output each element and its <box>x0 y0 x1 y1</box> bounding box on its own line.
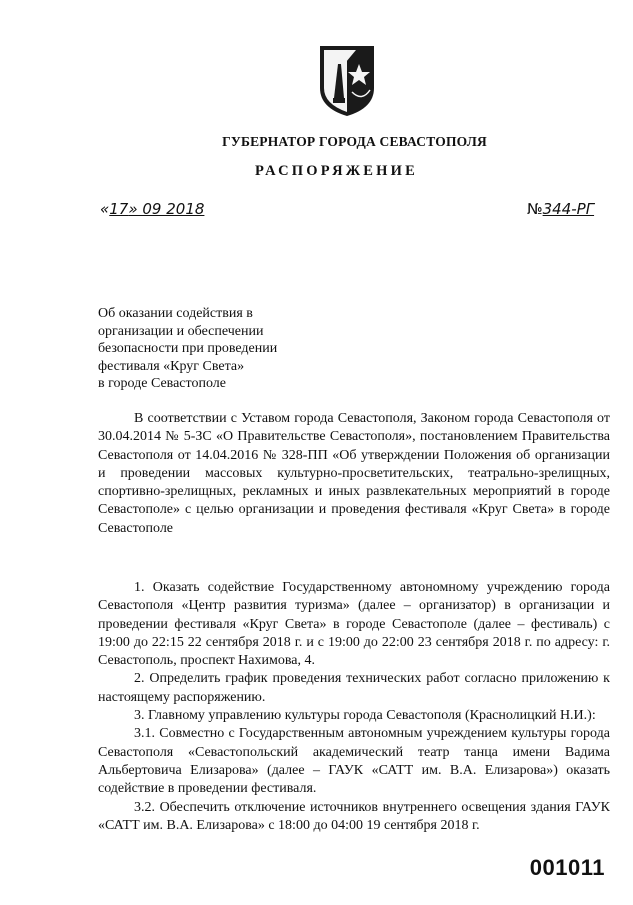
subject-line: безопасности при проведении <box>98 341 278 356</box>
order-item: 1. Оказать содействие Государственному автономному учреждению города Севастополя «Центр развития туризма» (далее – организатор) в организации и проведении фестиваля «Круг Света» в городе Севастополе (далее – фестиваль) с 19:00 до 22:15 22 сентября 2018 г. и с 19:00 до 22:00 23 сентября 2018 г. по адресу: г. Севастополь, проспект Нахимова, 4. <box>98 580 610 669</box>
subject-line: фестиваля «Круг Света» <box>98 358 245 374</box>
order-item: 3.1. Совместно с Государственным автономным учреждением культуры города Севастополя «Севастопольский академический театр танца имени Вадима Альбертовича Елизарова» (далее – ГАУК «САТТ им. В.А. Елизарова») оказать содействие в проведении фестиваля. <box>98 726 610 797</box>
sevastopol-coat-of-arms <box>316 44 378 118</box>
date-month-year: » 09 2018 <box>128 200 205 218</box>
order-item: 2. Определить график проведения технических работ согласно приложению к настоящему распоряжению. <box>98 671 610 705</box>
preamble <box>98 410 610 538</box>
document-subject <box>98 305 338 393</box>
date-day: 17 <box>109 200 129 218</box>
subject-line: в городе Севастополе <box>98 376 226 391</box>
number-value: 344-РГ <box>542 200 595 218</box>
date-prefix: « <box>100 200 110 218</box>
number-prefix: № <box>527 200 543 218</box>
preamble-paragraph: В соответствии с Уставом города Севастополя, Законом города Севастополя от 30.04.2014 № 5-ЗС «О Правительстве Севастополя», постановлением Правительства Севастополя от 14.04.2016 № 328-ПП «Об утверждении Положения об организации и проведении массовых культурно-просветительских, театрально-зрелищных, спортивно-зрелищных, рекламных и иных развлекательных мероприятий в городе Севастополе» с целью организации и проведения фестиваля «Круг Света» в городе Севастополе <box>98 411 610 536</box>
sheet-serial-number: 001011 <box>529 855 605 880</box>
order-item: 3. Главному управлению культуры города Севастополя (Краснолицкий Н.И.): <box>134 708 596 724</box>
subject-line: организации и обеспечении <box>98 323 264 339</box>
document-number <box>527 200 594 218</box>
order-item: 3.2. Обеспечить отключение источников внутреннего освещения здания ГАУК «САТТ им. В.А. Елизарова» с 18:00 до 04:00 19 сентября 2018 г. <box>98 799 610 833</box>
document-type-title: РАСПОРЯЖЕНИЕ <box>254 163 419 179</box>
issuer-heading: ГУБЕРНАТОР ГОРОДА СЕВАСТОПОЛЯ <box>222 134 487 149</box>
subject-line: Об оказании содействия в <box>98 306 253 321</box>
document-date <box>100 200 204 218</box>
order-items <box>98 579 610 835</box>
